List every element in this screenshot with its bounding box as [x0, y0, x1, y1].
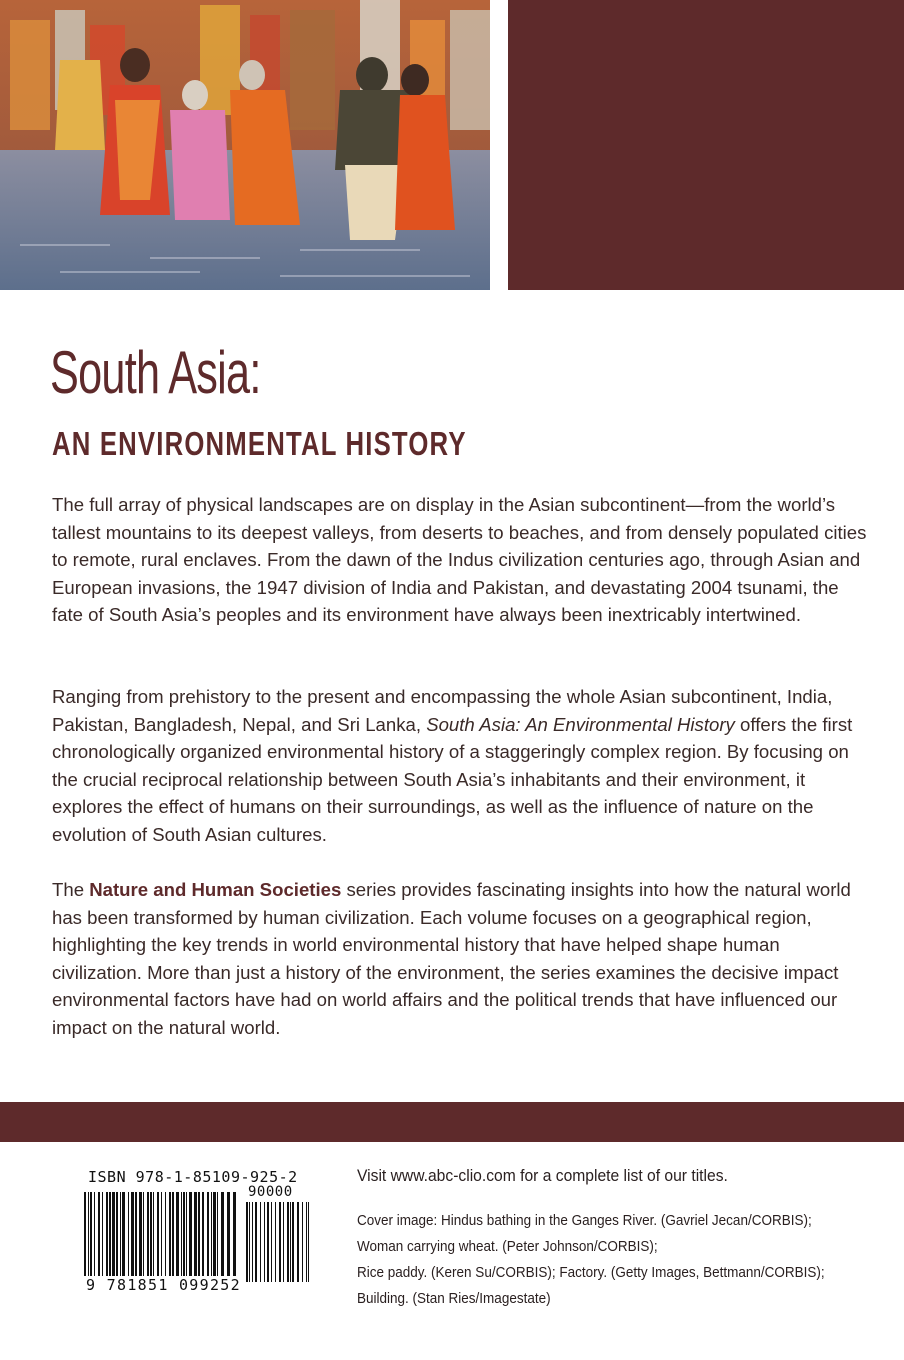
- barcode-addon-bar: [292, 1202, 294, 1282]
- barcode-bar: [153, 1192, 154, 1278]
- barcode-bar: [150, 1192, 152, 1278]
- barcode-bar: [169, 1192, 171, 1278]
- barcode-addon-bar: [297, 1202, 299, 1282]
- barcode-bar: [161, 1192, 162, 1278]
- barcode-bar: [90, 1192, 92, 1278]
- credit-line: Cover image: Hindus bathing in the Ganges River. (Gavriel Jecan/CORBIS);: [357, 1212, 812, 1229]
- barcode-bar: [94, 1192, 95, 1278]
- isbn-label: ISBN 978-1-85109-925-2: [88, 1168, 298, 1186]
- image-credits: [357, 1208, 861, 1312]
- barcode-bar: [202, 1192, 204, 1278]
- description-paragraph-1: The full array of physical landscapes are on display in the Asian subcontinent—from the world’s tallest mountains to its deepest valleys, from deserts to beaches, and from densely populated cities to remote, rural enclaves. From the dawn of the Indus civilization centuries ago, through Asian and European invasions, the 1947 division of India and Pakistan, and devastating 2004 tsunami, the fate of South Asia’s peoples and its environment have always been inextricably intertwined.: [52, 494, 867, 626]
- book-title-italic: South Asia: An Environmental History: [426, 713, 735, 735]
- barcode-bar: [183, 1192, 185, 1278]
- maroon-footer-band: [0, 1102, 904, 1142]
- barcode-addon-bar: [308, 1202, 309, 1282]
- barcode-addon-bar: [283, 1202, 284, 1282]
- barcode-addon-bar: [260, 1202, 261, 1282]
- barcode-bar: [112, 1192, 115, 1278]
- description-paragraph-2: [52, 683, 867, 849]
- barcode-addon-bar: [271, 1202, 272, 1282]
- barcode-bar: [194, 1192, 197, 1278]
- credit-line: Woman carrying wheat. (Peter Johnson/CORBIS);: [357, 1238, 658, 1255]
- barcode-addon-bar: [306, 1202, 307, 1282]
- barcode-addon-bar: [252, 1202, 253, 1282]
- barcode-bar: [122, 1192, 125, 1278]
- publisher-visit-line: Visit www.abc-clio.com for a complete list of our titles.: [357, 1166, 728, 1185]
- barcode-bar: [88, 1192, 89, 1278]
- barcode-bar: [189, 1192, 192, 1278]
- barcode-bar: [106, 1192, 108, 1278]
- barcode-addon-bar: [249, 1202, 250, 1282]
- barcode-bar: [116, 1192, 118, 1278]
- barcode-bar: [211, 1192, 212, 1278]
- barcode-bar: [84, 1192, 86, 1278]
- cover-photo-ganges-bathers: [0, 0, 490, 290]
- barcode-bar: [181, 1192, 182, 1278]
- barcode-bar: [139, 1192, 142, 1278]
- barcode-bar: [135, 1192, 137, 1278]
- barcode-addon-bar: [255, 1202, 257, 1282]
- description-paragraph-3: [52, 876, 867, 1042]
- maroon-color-block: [508, 0, 904, 290]
- barcode-bar: [109, 1192, 111, 1278]
- barcode-addon-bar: [275, 1202, 276, 1282]
- barcode-bar: [176, 1192, 179, 1278]
- barcode-bar: [227, 1192, 230, 1278]
- barcode-addon-bar: [290, 1202, 291, 1282]
- barcode-bar: [120, 1192, 121, 1278]
- barcode-bar: [165, 1192, 166, 1278]
- barcode-bar: [98, 1192, 100, 1278]
- barcode-bar: [128, 1192, 129, 1278]
- book-title: South Asia:: [50, 339, 261, 406]
- book-subtitle: AN ENVIRONMENTAL HISTORY: [52, 425, 467, 462]
- paragraph-3-text-start: The: [52, 879, 90, 900]
- price-code: 90000: [248, 1184, 293, 1200]
- barcode-bar: [157, 1192, 159, 1278]
- barcode-bar: [143, 1192, 144, 1278]
- barcode-bar: [102, 1192, 103, 1278]
- barcode-bar: [217, 1192, 218, 1278]
- barcode-bar: [186, 1192, 187, 1278]
- barcode-bar: [221, 1192, 224, 1278]
- ean-digits: 9 781851 099252: [86, 1276, 241, 1294]
- barcode-addon-bar: [287, 1202, 289, 1282]
- barcode-addon-bar: [246, 1202, 248, 1282]
- credit-line: Rice paddy. (Keren Su/CORBIS); Factory. (Getty Images, Bettmann/CORBIS);: [357, 1264, 825, 1281]
- barcode-bar: [172, 1192, 174, 1278]
- series-name: Nature and Human Societies: [89, 879, 342, 900]
- barcode-bar: [207, 1192, 209, 1278]
- barcode-bar: [131, 1192, 134, 1278]
- barcode-addon-bar: [267, 1202, 269, 1282]
- barcode-addon-bar: [279, 1202, 281, 1282]
- paragraph-2-text-end: offers the first chronologically organized environmental history of a staggeringly complex region. By focusing on the crucial reciprocal relationship between South Asia’s inhabitants and their environment, it explores the effect of humans on their surroundings, as well as the influence of nature on the evolution of South Asian cultures.: [52, 713, 853, 845]
- barcode-addon-bar: [302, 1202, 303, 1282]
- barcode-bar: [147, 1192, 149, 1278]
- barcode-bar: [213, 1192, 216, 1278]
- credit-line: Building. (Stan Ries/Imagestate): [357, 1290, 551, 1307]
- barcode-bar: [198, 1192, 200, 1278]
- barcode-bar: [233, 1192, 236, 1278]
- barcode-addon-bar: [264, 1202, 265, 1282]
- paragraph-2-text-start: Ranging from prehistory to the present and encompassing the whole Asian subcontinent, India, Pakistan, Bangladesh, Nepal, and Sri Lanka,: [52, 686, 833, 735]
- paragraph-3-text-end: series provides fascinating insights into how the natural world has been transformed by human civilization. Each volume focuses on a geographical region, highlighting the key trends in world environmental history that have helped shape human civilization. More than just a history of the environment, the series examines the decisive impact environmental factors have had on world affairs and the political trends that have influenced our impact on the natural world.: [52, 879, 851, 1038]
